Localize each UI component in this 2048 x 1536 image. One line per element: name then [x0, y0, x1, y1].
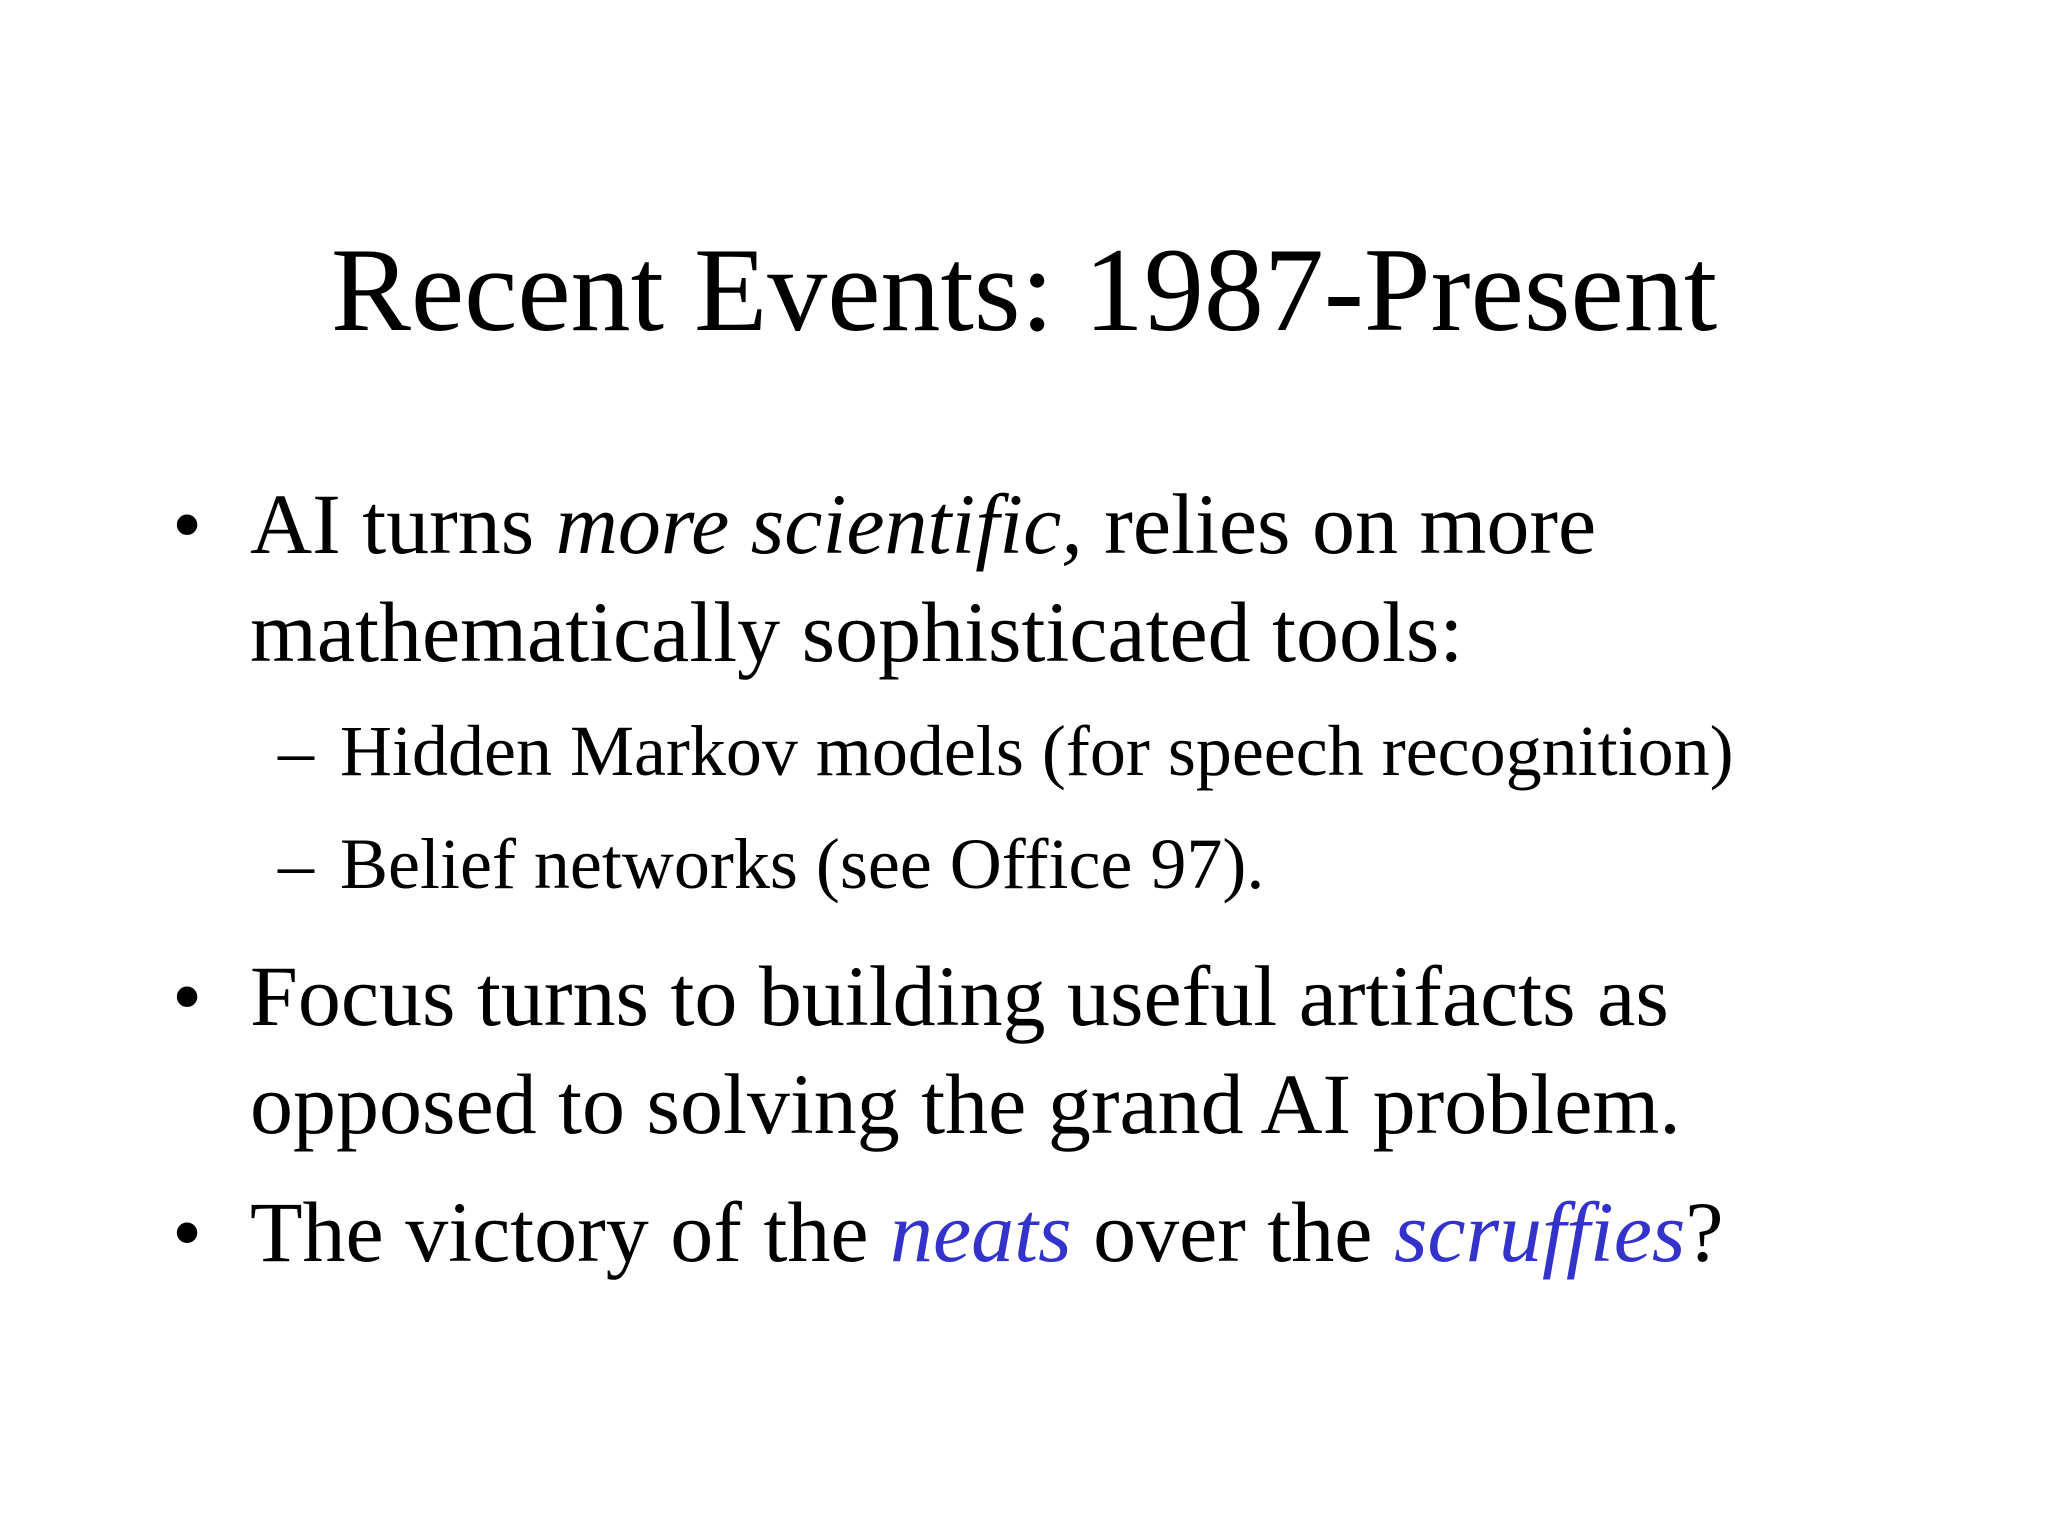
bullet-2-line-1: Focus turns to building useful artifacts as	[250, 948, 1669, 1044]
subbullet-2-text: Belief networks (see Office 97).	[340, 824, 1265, 904]
bullet-3	[172, 1178, 1724, 1286]
bullet-1	[172, 470, 1597, 686]
sub-marker: –	[278, 711, 314, 791]
slide-title: Recent Events: 1987-Present	[330, 223, 1718, 356]
subbullet-2	[278, 819, 1265, 909]
bullet-1-line-2: mathematically sophisticated tools:	[250, 584, 1464, 680]
bullet-1-line-1: AI turns more scientific, relies on more	[250, 476, 1597, 572]
subbullet-1-text: Hidden Markov models (for speech recognition)	[340, 711, 1734, 791]
accent-text-scruffies: scruffies	[1393, 1184, 1686, 1280]
emphasis-text: more scientific,	[555, 476, 1083, 572]
accent-text-neats: neats	[890, 1184, 1072, 1280]
bullet-marker: •	[172, 948, 203, 1044]
bullet-3-line: The victory of the neats over the scruffies?	[250, 1184, 1724, 1280]
bullet-marker: •	[172, 1184, 203, 1280]
bullet-marker: •	[172, 476, 203, 572]
bullet-2	[172, 942, 1681, 1158]
bullet-2-line-2: opposed to solving the grand AI problem.	[250, 1056, 1681, 1152]
subbullet-1	[278, 706, 1734, 796]
sub-marker: –	[278, 824, 314, 904]
